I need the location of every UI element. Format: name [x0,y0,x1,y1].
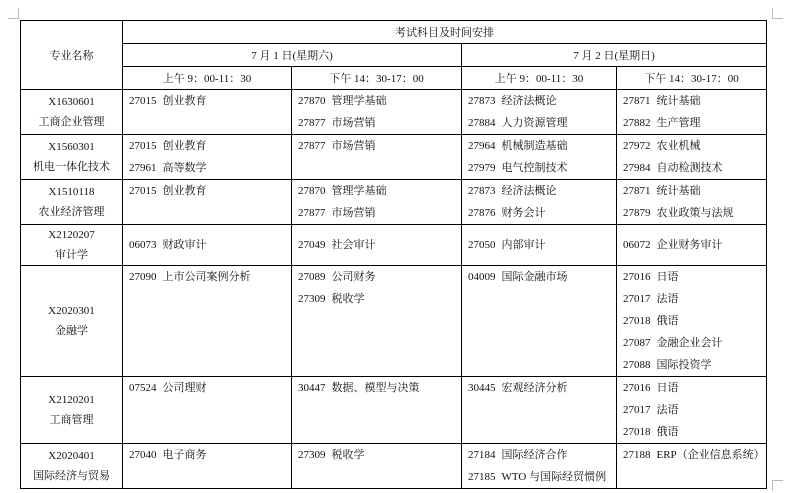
major-column-header: 专业名称 [21,21,123,90]
course-code: 27873 [468,95,496,107]
course-name: 生产管理 [656,117,701,129]
session-cell [292,225,462,266]
major-cell [21,225,123,266]
course-code: 27017 [623,293,651,305]
course-entry [123,266,291,288]
course-entry [123,90,291,112]
table-row [21,90,767,135]
major-cell [21,377,123,444]
day-header: 7 月 1 日(星期六) [123,44,462,67]
course-name: 农业机械 [656,140,701,152]
course-code: 27876 [468,207,496,219]
course-code: 27879 [623,207,651,219]
course-name: 市场营销 [331,140,376,152]
course-code: 27050 [468,239,496,251]
course-entry [617,266,766,288]
course-code: 27871 [623,185,651,197]
major-cell [21,135,123,180]
course-name: 企业财务审计 [656,239,723,251]
course-code: 27309 [298,293,326,305]
course-entry [292,266,461,288]
course-code: 27961 [129,162,157,174]
schedule-title: 考试科目及时间安排 [123,21,767,44]
session-cell [617,135,767,180]
course-code: 06073 [129,239,157,251]
course-entry [617,399,766,421]
course-entry [462,444,616,466]
course-name: 内部审计 [501,239,546,251]
course-code: 27184 [468,449,496,461]
session-cell [617,180,767,225]
course-name: 数据、模型与决策 [331,382,420,394]
session-header: 下午 14：30-17：00 [617,67,767,90]
course-entry [617,377,766,399]
course-entry [617,421,766,443]
course-code: 27309 [298,449,326,461]
course-code: 27877 [298,207,326,219]
course-name: 金融企业会计 [656,337,723,349]
session-cell [292,180,462,225]
course-name: 统计基础 [656,95,701,107]
course-entry [462,234,616,256]
course-code: 27088 [623,359,651,371]
course-entry [123,377,291,399]
exam-schedule-table [20,20,767,489]
course-name: 创业教育 [162,140,207,152]
course-name: 财务会计 [501,207,546,219]
major-code: X1560301 [48,141,95,153]
course-code: 27015 [129,95,157,107]
course-entry [617,288,766,310]
course-code: 27877 [298,140,326,152]
session-cell [123,225,292,266]
course-code: 27964 [468,140,496,152]
session-cell [123,444,292,489]
course-code: 06072 [623,239,651,251]
major-name: 机电一体化技术 [33,161,110,173]
session-cell [462,90,617,135]
course-code: 27015 [129,140,157,152]
table-row [21,444,767,489]
course-code: 27871 [623,95,651,107]
course-name: 经济法概论 [501,185,557,197]
course-name: 法语 [656,293,679,305]
course-name: 俄语 [656,426,679,438]
course-entry [462,180,616,202]
course-name: 国际投资学 [656,359,712,371]
session-cell [617,444,767,489]
course-code: 27017 [623,404,651,416]
session-cell [292,377,462,444]
course-code: 30445 [468,382,496,394]
major-cell [21,444,123,489]
course-entry [123,135,291,157]
course-name: 电子商务 [162,449,207,461]
course-entry [123,157,291,179]
crop-mark [772,8,783,19]
course-name: 俄语 [656,315,679,327]
session-cell [123,135,292,180]
session-cell [123,90,292,135]
course-entry [292,112,461,134]
crop-mark [8,8,19,19]
course-code: 27870 [298,95,326,107]
course-entry [462,202,616,224]
major-code: X2020401 [48,450,95,462]
course-entry [462,377,616,399]
major-name: 农业经济管理 [38,206,105,218]
course-name: 自动检测技术 [656,162,723,174]
course-code: 27049 [298,239,326,251]
course-entry [462,157,616,179]
session-cell [462,444,617,489]
session-cell [292,266,462,377]
course-name: 日语 [656,382,679,394]
course-code: 27882 [623,117,651,129]
course-entry [292,377,461,399]
session-cell [292,135,462,180]
session-cell [617,266,767,377]
course-name: 市场营销 [331,117,376,129]
course-name: 人力资源管理 [501,117,568,129]
major-cell [21,180,123,225]
course-name: WTO 与国际经贸惯例 [501,471,607,483]
table-row [21,377,767,444]
session-cell [617,225,767,266]
course-entry [617,444,766,466]
course-entry [292,234,461,256]
table-row [21,135,767,180]
course-code: 04009 [468,271,496,283]
course-entry [617,180,766,202]
course-code: 27090 [129,271,157,283]
course-entry [123,444,291,466]
course-entry [617,90,766,112]
session-cell [123,377,292,444]
course-name: 管理学基础 [331,185,387,197]
session-cell [292,444,462,489]
table-row [21,225,767,266]
course-entry [462,112,616,134]
course-code: 27979 [468,162,496,174]
course-name: 高等数学 [162,162,207,174]
course-name: 财政审计 [162,239,207,251]
course-entry [617,112,766,134]
session-cell [462,377,617,444]
course-name: 税收学 [331,293,365,305]
session-header: 下午 14：30-17：00 [292,67,462,90]
course-entry [617,310,766,332]
course-entry [462,135,616,157]
session-header: 上午 9：00-11：30 [123,67,292,90]
major-code: X2120201 [48,394,95,406]
course-name: 机械制造基础 [501,140,568,152]
course-code: 27015 [129,185,157,197]
course-code: 27040 [129,449,157,461]
course-code: 27018 [623,315,651,327]
course-code: 27188 [623,449,651,461]
course-name: 管理学基础 [331,95,387,107]
course-name: 国际金融市场 [501,271,568,283]
course-code: 27972 [623,140,651,152]
major-name: 国际经济与贸易 [33,470,110,482]
course-code: 27016 [623,271,651,283]
course-code: 07524 [129,382,157,394]
course-entry [462,466,616,488]
major-code: X1510118 [48,186,95,198]
course-entry [123,180,291,202]
course-code: 27089 [298,271,326,283]
course-name: 宏观经济分析 [501,382,568,394]
major-name: 工商管理 [49,414,94,426]
major-name: 审计学 [55,249,88,261]
session-cell [617,377,767,444]
course-name: ERP（企业信息系统） [656,449,765,461]
major-cell [21,266,123,377]
course-code: 27877 [298,117,326,129]
course-entry [617,157,766,179]
course-name: 税收学 [331,449,365,461]
course-code: 27873 [468,185,496,197]
course-name: 农业政策与法规 [656,207,734,219]
course-code: 27984 [623,162,651,174]
session-cell [617,90,767,135]
session-cell [462,180,617,225]
session-header: 上午 9：00-11：30 [462,67,617,90]
course-entry [292,90,461,112]
course-entry [292,202,461,224]
course-name: 创业教育 [162,185,207,197]
course-entry [462,90,616,112]
course-name: 日语 [656,271,679,283]
course-entry [292,180,461,202]
day-header: 7 月 2 日(星期日) [462,44,767,67]
major-name: 工商企业管理 [38,116,105,128]
major-name: 金融学 [55,325,88,337]
course-name: 经济法概论 [501,95,557,107]
course-code: 27018 [623,426,651,438]
course-name: 国际经济合作 [501,449,568,461]
course-entry [292,444,461,466]
session-cell [462,266,617,377]
course-name: 统计基础 [656,185,701,197]
course-code: 27870 [298,185,326,197]
course-name: 上市公司案例分析 [162,271,251,283]
course-entry [617,234,766,256]
course-name: 法语 [656,404,679,416]
course-code: 30447 [298,382,326,394]
course-name: 公司财务 [331,271,376,283]
major-cell [21,90,123,135]
session-cell [292,90,462,135]
course-code: 27087 [623,337,651,349]
session-cell [462,225,617,266]
major-code: X1630601 [48,96,95,108]
crop-mark [772,480,783,491]
session-cell [123,266,292,377]
table-row [21,266,767,377]
major-code: X2120207 [48,229,95,241]
course-entry [617,332,766,354]
course-code: 27884 [468,117,496,129]
session-cell [462,135,617,180]
course-name: 创业教育 [162,95,207,107]
course-entry [292,135,461,157]
course-entry [617,354,766,376]
course-entry [617,135,766,157]
course-entry [617,202,766,224]
table-row [21,180,767,225]
session-cell [123,180,292,225]
course-name: 电气控制技术 [501,162,568,174]
course-name: 公司理财 [162,382,207,394]
course-code: 27185 [468,471,496,483]
major-code: X2020301 [48,305,95,317]
course-name: 市场营销 [331,207,376,219]
course-entry [292,288,461,310]
course-name: 社会审计 [331,239,376,251]
course-code: 27016 [623,382,651,394]
course-entry [462,266,616,288]
course-entry [123,234,291,256]
